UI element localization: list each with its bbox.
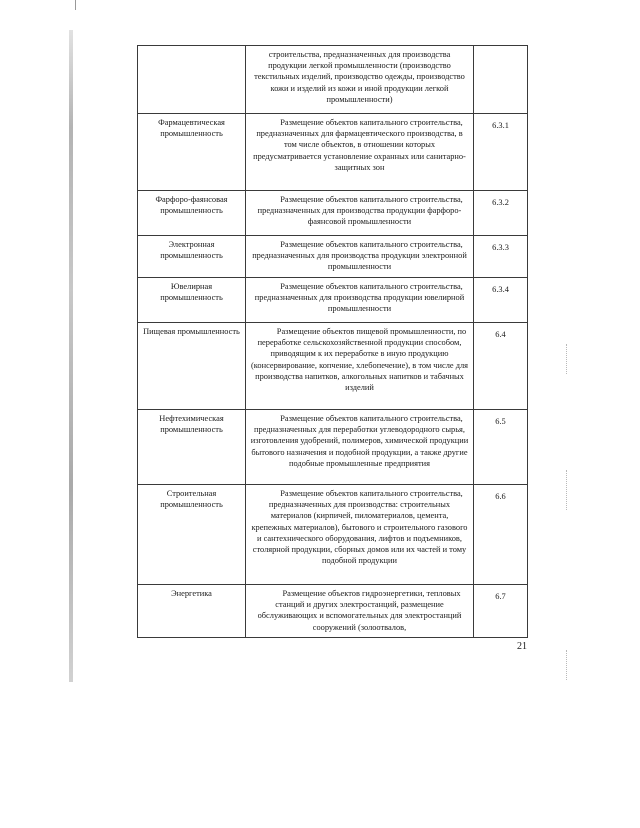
- row-code: 6.6: [474, 485, 528, 584]
- row-description: строительства, предназначенных для производства продукции легкой промышленности (производство текстильных изделий, производство одежды, производство кожи и изделий из кожи и иной продукции легкой промышленности): [246, 46, 474, 113]
- table-row: [138, 485, 528, 585]
- table-row: [138, 278, 528, 323]
- row-name: Фарфоро-фаянсовая промышленность: [138, 191, 246, 235]
- scan-artifact-dots: [566, 470, 568, 510]
- scan-artifact-dots: [566, 344, 568, 374]
- scan-artifact-top: [75, 0, 76, 10]
- row-name: Пищевая промышленность: [138, 323, 246, 409]
- table-row: [138, 46, 528, 114]
- table-row: [138, 585, 528, 638]
- scan-artifact-dots: [566, 650, 568, 680]
- row-name: Фармацевтическая промышленность: [138, 114, 246, 190]
- row-description: Размещение объектов капитального строительства, предназначенных для производства продукции электронной промышленности: [246, 236, 474, 277]
- scan-edge-shadow: [69, 30, 73, 682]
- table-row: [138, 114, 528, 191]
- row-name: Строительная промышленность: [138, 485, 246, 584]
- row-description: Размещение объектов капитального строительства, предназначенных для производства: строительных материалов (кирпичей, пиломатериалов, цемента, крепежных материалов), бытового и строительного газового и сантехнического оборудования, лифтов и подъемников, столярной продукции, сборных домов или их частей и тому подобной продукции: [246, 485, 474, 584]
- row-name: Ювелирная промышленность: [138, 278, 246, 322]
- land-use-table: [137, 45, 528, 638]
- row-description: Размещение объектов гидроэнергетики, тепловых станций и других электростанций, размещение обслуживающих и вспомогательных для электростанций сооружений (золоотвалов,: [246, 585, 474, 637]
- table-row: [138, 323, 528, 410]
- row-name: Электронная промышленность: [138, 236, 246, 277]
- row-description: Размещение объектов капитального строительства, предназначенных для переработки углеводородного сырья, изготовления удобрений, полимеров, химической продукции бытового назначения и подобной продукции, а также другие подобные промышленные предприятия: [246, 410, 474, 484]
- row-code: 6.3.1: [474, 114, 528, 190]
- row-code: 6.3.2: [474, 191, 528, 235]
- row-code: 6.5: [474, 410, 528, 484]
- row-name: Нефтехимическая промышленность: [138, 410, 246, 484]
- row-code: 6.3.4: [474, 278, 528, 322]
- row-name: [138, 46, 246, 113]
- table-row: [138, 236, 528, 278]
- row-code: 6.7: [474, 585, 528, 637]
- row-code: [474, 46, 528, 113]
- row-description: Размещение объектов капитального строительства, предназначенных для производства продукции ювелирной промышленности: [246, 278, 474, 322]
- row-code: 6.4: [474, 323, 528, 409]
- row-code: 6.3.3: [474, 236, 528, 277]
- row-description: Размещение объектов капитального строительства, предназначенных для производства продукции фарфоро-фаянсовой промышленности: [246, 191, 474, 235]
- page-number: 21: [517, 641, 527, 652]
- row-description: Размещение объектов пищевой промышленности, по переработке сельскохозяйственной продукции способом, приводящим к их переработке в иную продукцию (консервирование, копчение, хлебопечение), в том числе для производства напитков, алкогольных напитков и табачных изделий: [246, 323, 474, 409]
- row-name: Энергетика: [138, 585, 246, 637]
- table-row: [138, 191, 528, 236]
- row-description: Размещение объектов капитального строительства, предназначенных для фармацевтического производства, в том числе объектов, в отношении которых предусматривается установление охранных или санитарно-защитных зон: [246, 114, 474, 190]
- table-row: [138, 410, 528, 485]
